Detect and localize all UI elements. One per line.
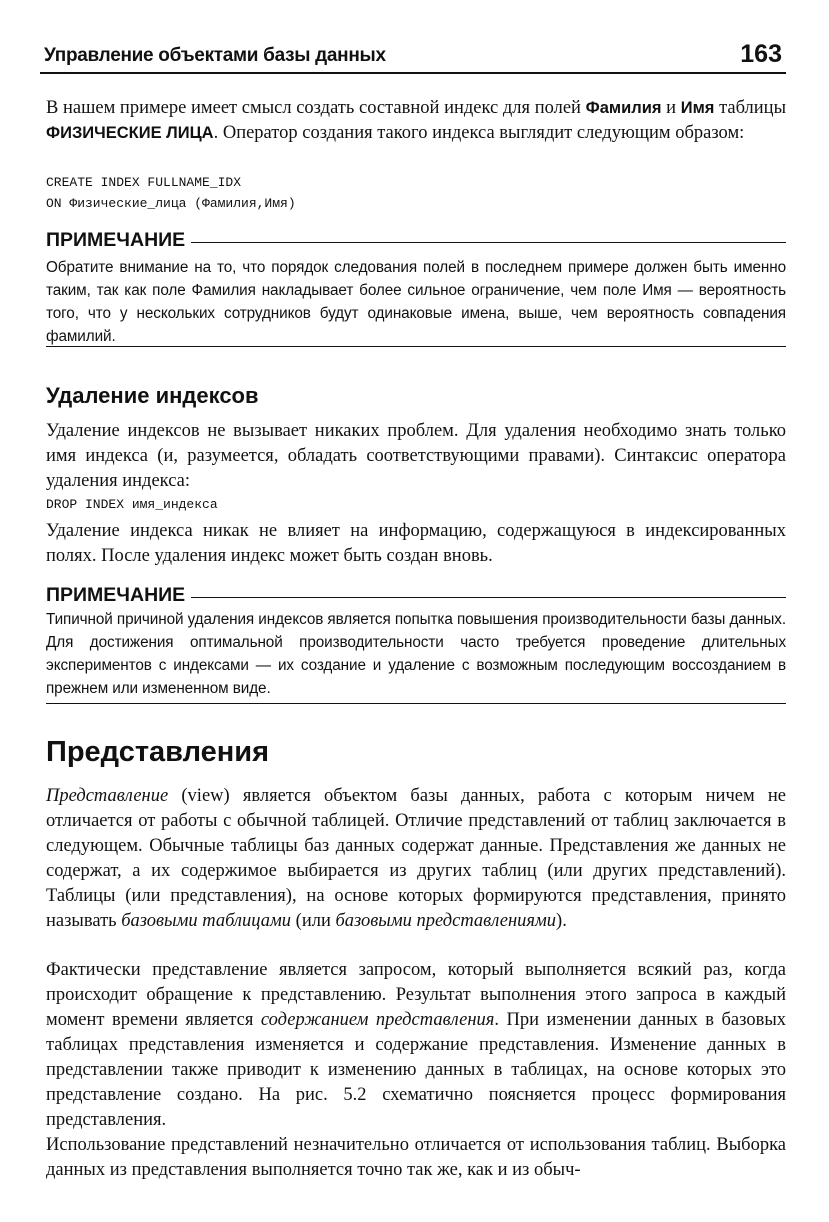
paragraph-delete-indexes: Удаление индексов не вызывает никаких проблем. Для удаления необходимо знать только имя индекса (и, разумеется, обладать соответствующими правами). Синтаксис оператора удаления индекса: (46, 421, 786, 491)
code-line-1: CREATE INDEX FULLNAME_IDX (46, 175, 242, 190)
paragraph-views-usage: Использование представлений незначительно отличается от использования таблиц. Выборка данных из представления выполняется точно так же, как и из обыч- (46, 1135, 786, 1180)
paragraph-views-query (46, 958, 786, 1133)
note-end-rule-2 (46, 703, 786, 704)
query-text-1: Фактически представление является запросом, который выполняется всякий раз, когда происходит обращение к представлению. Результат выполнения этого запроса в каждый момент времени является (46, 960, 786, 1030)
intro-text-1: В нашем примере имеет смысл создать составной индекс для полей (46, 98, 586, 118)
term-view-content: содержанием представления (260, 1010, 495, 1030)
paragraph-views-definition (46, 784, 786, 934)
term-view: Представление (46, 786, 169, 806)
note-body-2: Типичной причиной удаления индексов является попытка повышения производительности базы данных. Для достижения оптимальной производительности часто требуется проведение длительных экспериментов с индексами — их создание и удаление с возможным последующим воссозданием в прежнем или измененном виде. (46, 611, 786, 697)
views-text-2: (или (291, 911, 336, 931)
intro-text-4: . Оператор создания такого индекса выглядит следующим образом: (213, 123, 745, 143)
chapter-heading-views: Представления (46, 736, 270, 768)
code-line-2: ON Физические_лица (Фамилия,Имя) (46, 196, 296, 211)
query-text-2: . При изменении данных в базовых таблицах представления изменяется и содержание представления. Изменение данных в представлении также приводит к изменению данных в таблицах, на основе которых это представление создано. На рис. 5.2 схематично поясняется процесс формирования представления. (46, 1010, 786, 1130)
note-header-1 (46, 229, 786, 255)
code-create-index (46, 172, 296, 214)
term-base-views: базовыми представлениями (335, 911, 557, 931)
field-name-firstname: Имя (680, 99, 715, 117)
views-text-3: ). (556, 911, 567, 931)
field-name-surname: Фамилия (585, 99, 662, 117)
page-number: 163 (740, 40, 782, 68)
running-header-title: Управление объектами базы данных (44, 45, 386, 66)
intro-text-2: и (661, 98, 681, 118)
table-name: ФИЗИЧЕСКИЕ ЛИЦА (46, 124, 214, 142)
running-header (40, 38, 786, 74)
section-heading-delete-indexes: Удаление индексов (46, 383, 259, 408)
note-end-rule-1 (46, 346, 786, 347)
note-label: ПРИМЕЧАНИЕ (46, 584, 191, 607)
paragraph-delete-effect: Удаление индекса никак не влияет на информацию, содержащуюся в индексированных полях. После удаления индекс может быть создан вновь. (46, 521, 786, 566)
intro-text-3: таблицы (714, 98, 787, 118)
code-drop-index: DROP INDEX имя_индекса (46, 497, 218, 512)
intro-paragraph (46, 96, 786, 146)
note-label: ПРИМЕЧАНИЕ (46, 229, 191, 252)
note-body-1: Обратите внимание на то, что порядок следования полей в последнем примере должен быть именно таким, так как поле Фамилия накладывает более сильное ограничение, чем поле Имя — вероятность того, что у нескольких сотрудников будут одинаковые имена, выше, чем вероятность совпадения фамилий. (46, 259, 786, 345)
note-header-2 (46, 584, 786, 610)
term-base-tables: базовыми таблицами (121, 911, 292, 931)
views-text-1: (view) является объектом базы данных, работа с которым ничем не отличается от работы с обычной таблицей. Отличие представлений от таблиц заключается в следующем. Обычные таблицы баз данных содержат данные. Представления же данных не содержат, а их содержимое выбирается из других таблиц (или других представлений). Таблицы (или представления), на основе которых формируются представления, принято называть (46, 786, 786, 931)
